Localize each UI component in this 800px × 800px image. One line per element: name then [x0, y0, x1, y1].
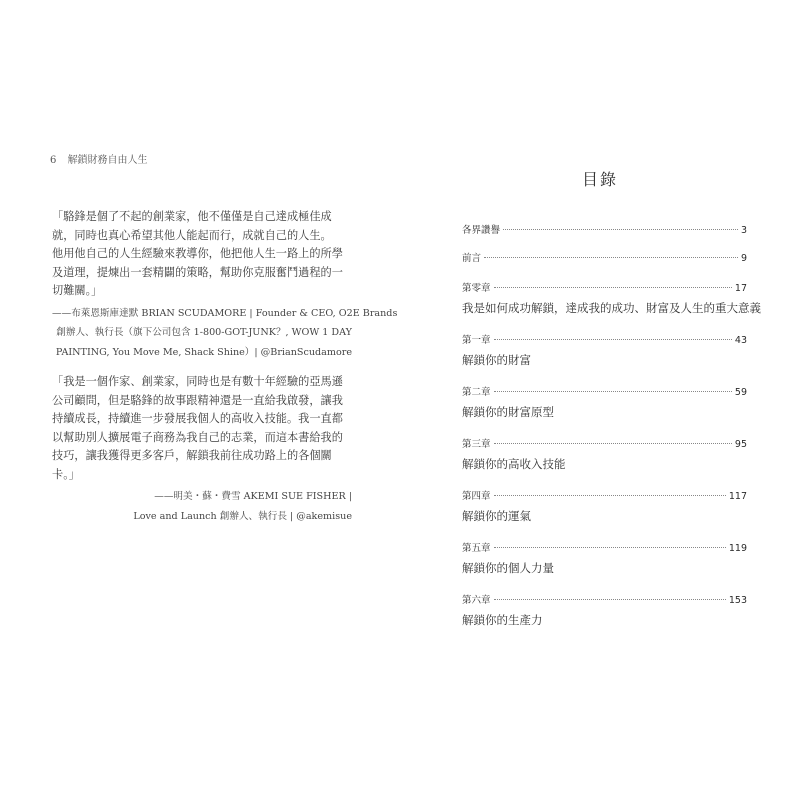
toc-chapter-title: 解鎖你的個人力量 [462, 561, 554, 575]
attribution-line: ——布萊恩斯庫達默 BRIAN SCUDAMORE | Founder & CEO, O2E Brands [52, 307, 398, 319]
toc-entry[interactable] [462, 592, 747, 628]
right-page [400, 0, 800, 800]
toc-page-number: 43 [734, 335, 747, 346]
toc-label: 第零章 [462, 283, 491, 294]
toc-chapter-title: 解鎖你的財富原型 [462, 405, 554, 419]
toc-chapter-title: 解鎖你的生產力 [462, 613, 543, 627]
toc-label: 第五章 [462, 543, 491, 554]
toc-leader-dots [494, 287, 732, 288]
toc-entry[interactable] [462, 488, 747, 524]
toc-entry[interactable] [462, 332, 747, 368]
toc-entry[interactable] [462, 384, 747, 420]
toc-page-number: 17 [734, 283, 747, 294]
toc-label: 第四章 [462, 491, 491, 502]
toc-row [462, 384, 747, 398]
attribution-line: Love and Launch 創辦人、執行長 | @akemisue [133, 510, 352, 522]
toc-chapter-title: 解鎖你的運氣 [462, 509, 531, 523]
toc-leader-dots [494, 391, 732, 392]
toc-page-number: 117 [728, 491, 747, 502]
attribution-line: 創辦人、執行長（旗下公司包含 1-800-GOT-JUNK？, WOW 1 DAY [56, 327, 352, 338]
toc-entry[interactable] [462, 540, 747, 576]
toc-row [462, 488, 747, 502]
toc-label: 第三章 [462, 439, 491, 450]
table-of-contents [462, 222, 761, 628]
toc-label: 各界讚譽 [462, 225, 501, 236]
endorsement-quote-1 [52, 208, 398, 362]
toc-chapter-title: 解鎖你的財富 [462, 353, 531, 367]
toc-page-number: 153 [728, 595, 747, 606]
toc-label: 第六章 [462, 595, 491, 606]
toc-page-number: 3 [740, 225, 747, 236]
toc-title: 目錄 [581, 170, 618, 189]
toc-entry[interactable] [462, 222, 747, 236]
attribution-line: ——明美・蘇・費雪 AKEMI SUE FISHER | [154, 491, 352, 502]
toc-page-number: 95 [734, 439, 747, 450]
toc-leader-dots [503, 229, 738, 230]
toc-row [462, 250, 747, 264]
toc-entry[interactable] [462, 436, 747, 472]
toc-leader-dots [494, 495, 726, 496]
toc-row [462, 280, 747, 294]
toc-page-number: 9 [740, 253, 747, 264]
running-head [50, 151, 148, 166]
quote-attribution [52, 487, 352, 526]
toc-label: 第一章 [462, 335, 491, 346]
toc-leader-dots [494, 443, 732, 444]
toc-page-number: 119 [728, 543, 747, 554]
toc-row [462, 592, 747, 606]
endorsement-quote-2 [52, 373, 352, 526]
toc-entry[interactable] [462, 250, 747, 264]
toc-leader-dots [494, 547, 726, 548]
toc-label: 前言 [462, 253, 482, 264]
toc-label: 第二章 [462, 387, 491, 398]
toc-chapter-title: 我是如何成功解鎖，達成我的成功、財富及人生的重大意義 [462, 301, 761, 315]
toc-page-number: 59 [734, 387, 747, 398]
toc-row [462, 540, 747, 554]
toc-row [462, 332, 747, 346]
toc-entry[interactable] [462, 280, 761, 316]
quote-paragraph: 他用他自己的人生經驗來教導你，他把他人生一路上的所學及道理，提煉出一套精闢的策略，幫助你克服奮鬥過程的一切難關。」 [52, 247, 343, 297]
running-head-title: 解鎖財務自由人生 [67, 155, 148, 166]
toc-leader-dots [484, 257, 738, 258]
attribution-line: PAINTING, You Move Me, Shack Shine）| @BrianScudamore [55, 346, 352, 358]
toc-chapter-title: 解鎖你的高收入技能 [462, 457, 566, 471]
toc-leader-dots [494, 339, 732, 340]
toc-leader-dots [494, 599, 726, 600]
quote-paragraph: 「駱鋒是個了不起的創業家，他不僅僅是自己達成極佳成就，同時也真心希望其他人能起而行，成就自己的人生。 [52, 210, 332, 242]
quote-attribution [52, 304, 398, 363]
page-number: 6 [50, 155, 57, 166]
toc-row [462, 436, 747, 450]
toc-row [462, 222, 747, 236]
quote-paragraph: 「我是一個作家、創業家，同時也是有數十年經驗的亞馬遜公司顧問，但是駱鋒的故事跟精神還是一直給我啟發，讓我持續成長，持續進一步發展我個人的高收入技能。我一直都以幫助別人擴展電子商務為我自己的志業，而這本書給我的技巧，讓我獲得更多客戶，解鎖我前往成功路上的各個關卡。」 [52, 375, 343, 481]
